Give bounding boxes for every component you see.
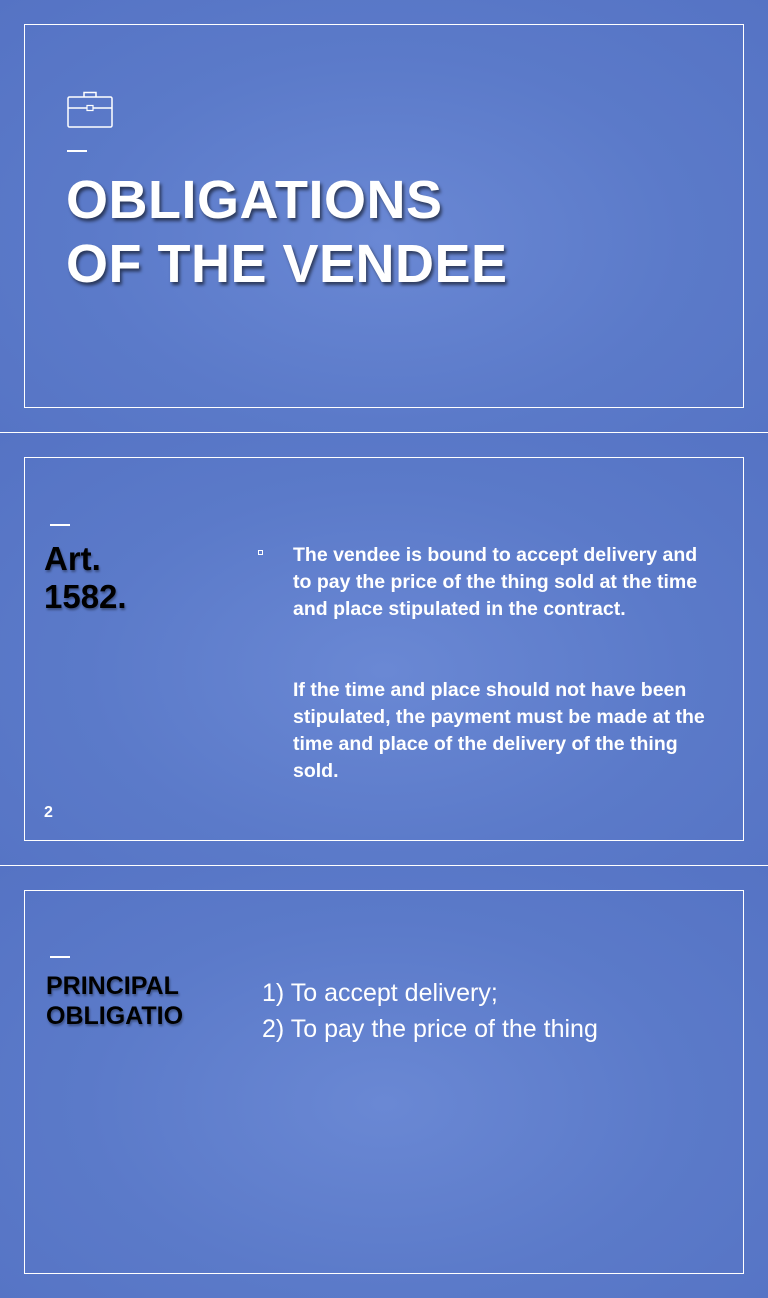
title-dash bbox=[67, 150, 87, 152]
principal-heading-line-2: OBLIGATIO bbox=[46, 1002, 184, 1030]
title-line-2: OF THE VENDEE bbox=[66, 234, 508, 294]
principal-heading-line-1: PRINCIPAL bbox=[46, 972, 179, 1000]
slide-title-heading bbox=[66, 168, 508, 296]
article-paragraph-1: The vendee is bound to accept delivery and to pay the price of the thing sold at the time and place stipulated in the contract. bbox=[293, 544, 698, 620]
title-line-1: OBLIGATIONS bbox=[66, 170, 443, 230]
list-item: 2) To pay the price of the thing bbox=[262, 1015, 598, 1043]
slide-frame bbox=[24, 890, 744, 1274]
list-item: 1) To accept delivery; bbox=[262, 979, 498, 1007]
article-heading-line-2: 1582. bbox=[44, 578, 127, 615]
slide-article bbox=[0, 433, 768, 865]
principal-heading bbox=[46, 971, 183, 1031]
article-heading bbox=[44, 540, 127, 616]
bullet-square-icon bbox=[258, 550, 263, 555]
article-dash bbox=[50, 524, 70, 526]
article-paragraph-2: If the time and place should not have been stipulated, the payment must be made at the time and place of the delivery of the thing sold. bbox=[293, 679, 705, 782]
principal-dash bbox=[50, 956, 70, 958]
slide-principal bbox=[0, 866, 768, 1298]
page-number: 2 bbox=[44, 804, 53, 821]
briefcase-icon bbox=[67, 90, 113, 128]
article-heading-line-1: Art. bbox=[44, 540, 101, 577]
